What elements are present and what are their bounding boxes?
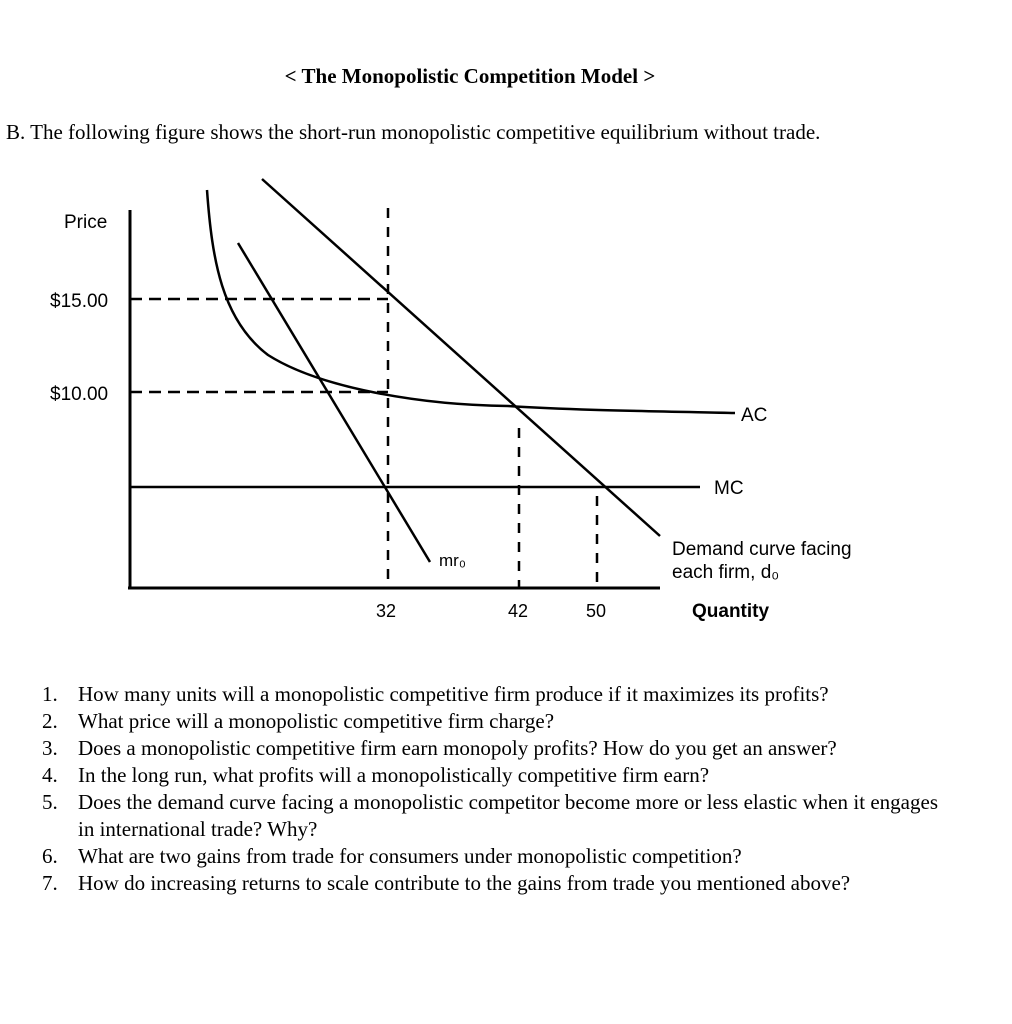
quantity-tick-42: 42 bbox=[508, 601, 529, 621]
quantity-tick-32: 32 bbox=[376, 601, 397, 621]
monopolistic-competition-figure bbox=[0, 170, 900, 640]
price-tick-10: $10.00 bbox=[50, 384, 109, 405]
ac-label: AC bbox=[741, 405, 768, 426]
list-item bbox=[38, 708, 938, 735]
question-text: What price will a monopolistic competitive firm charge? bbox=[78, 709, 555, 733]
question-list bbox=[38, 681, 938, 897]
quantity-tick-50: 50 bbox=[586, 601, 607, 621]
question-text: Does the demand curve facing a monopolistic competitor become more or less elastic when it engages in international trade? Why? bbox=[78, 790, 938, 841]
demand-curve bbox=[262, 179, 660, 536]
mr-curve bbox=[238, 243, 430, 562]
question-text: How many units will a monopolistic competitive firm produce if it maximizes its profits? bbox=[78, 682, 829, 706]
question-text: In the long run, what profits will a monopolistically competitive firm earn? bbox=[78, 763, 710, 787]
intro-text: B. The following figure shows the short-run monopolistic competitive equilibrium without trade. bbox=[6, 120, 821, 144]
question-number: 2. bbox=[42, 709, 58, 733]
demand-label-line2: each firm, d₀ bbox=[672, 562, 780, 583]
y-axis-label: Price bbox=[64, 212, 108, 233]
question-number: 7. bbox=[42, 871, 58, 895]
question-text: Does a monopolistic competitive firm earn monopoly profits? How do you get an answer? bbox=[78, 736, 837, 760]
x-axis-label: Quantity bbox=[692, 601, 770, 622]
demand-label-line1: Demand curve facing bbox=[672, 539, 852, 560]
list-item bbox=[38, 870, 938, 897]
list-item bbox=[38, 789, 938, 843]
list-item bbox=[38, 762, 938, 789]
question-text: How do increasing returns to scale contribute to the gains from trade you mentioned above? bbox=[78, 871, 851, 895]
question-number: 4. bbox=[42, 763, 58, 787]
mc-label: MC bbox=[714, 478, 744, 499]
list-item bbox=[38, 735, 938, 762]
page-title: < The Monopolistic Competition Model > bbox=[284, 64, 656, 88]
list-item bbox=[38, 681, 938, 708]
question-number: 6. bbox=[42, 844, 58, 868]
question-number: 5. bbox=[42, 790, 58, 814]
ac-curve bbox=[207, 190, 735, 413]
price-tick-15: $15.00 bbox=[50, 291, 109, 312]
list-item bbox=[38, 843, 938, 870]
question-text: What are two gains from trade for consumers under monopolistic competition? bbox=[78, 844, 742, 868]
mr-label: mr₀ bbox=[439, 551, 466, 570]
question-number: 3. bbox=[42, 736, 58, 760]
question-number: 1. bbox=[42, 682, 58, 706]
